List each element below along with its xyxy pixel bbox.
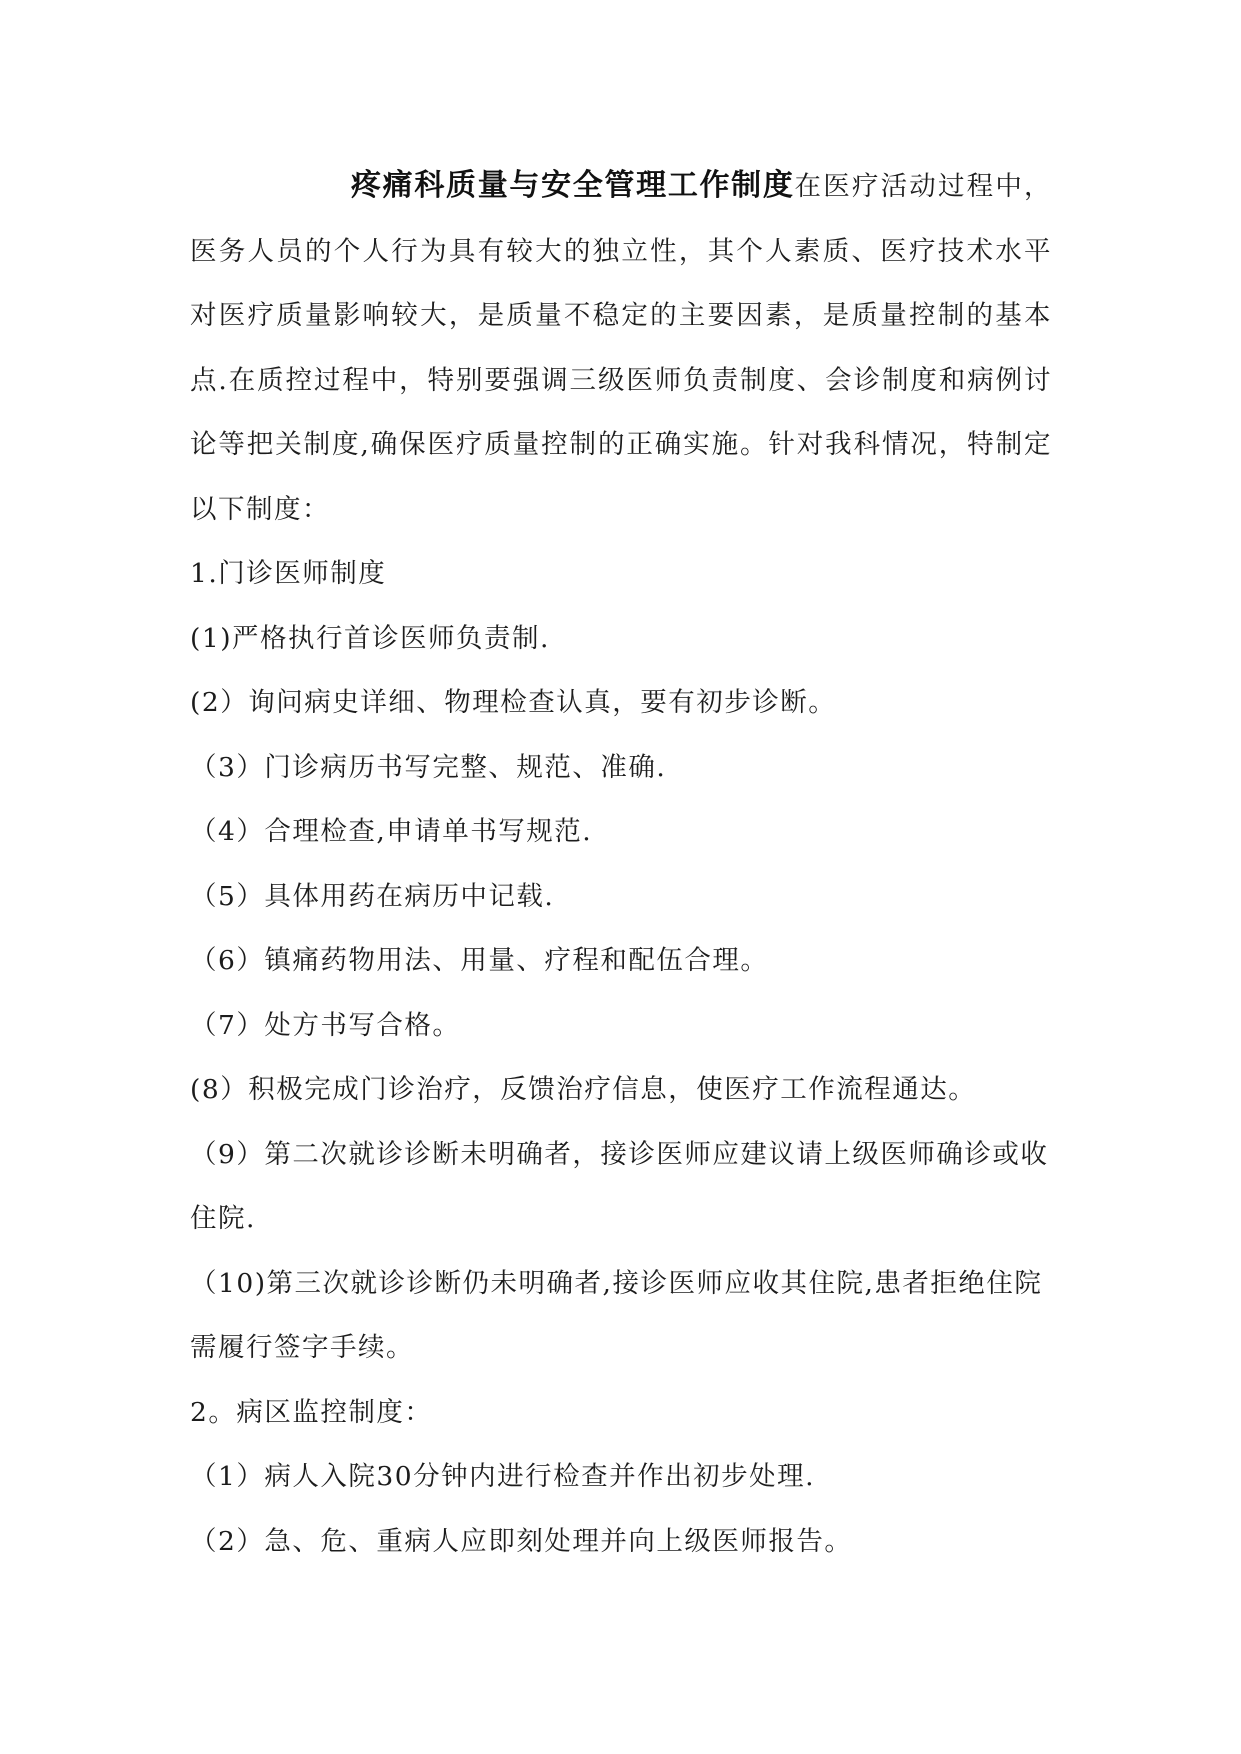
intro-text: 在医疗活动过程中，医务人员的个人行为具有较大的独立性，其个人素质、医疗技术水平对医疗质量影响较大，是质量不稳定的主要因素，是质量控制的基本点.在质控过程中，特别要强调三级医师负责制度、会诊制度和病例讨论等把关制度,确保医疗质量控制的正确实施。针对我科情况，特制定以下制度： bbox=[190, 171, 1053, 525]
section-1-item-6: （6）镇痛药物用法、用量、疗程和配伍合理。 bbox=[190, 945, 769, 976]
section-1-item-7: （7）处方书写合格。 bbox=[190, 1009, 461, 1041]
section-2-heading: 2。病区监控制度： bbox=[190, 1396, 433, 1428]
section-2-item-1: （1）病人入院30分钟内进行检查并作出初步处理. bbox=[190, 1461, 816, 1492]
section-1-item-5: （5）具体用药在病历中记载. bbox=[190, 880, 555, 912]
section-1-item-10: （10)第三次就诊诊断仍未明确者,接诊医师应收其住院,患者拒绝住院需履行签字手续。 bbox=[190, 1267, 1043, 1363]
section-1-item-4: （4）合理检查,申请单书写规范. bbox=[190, 816, 593, 847]
section-1-item-3: （3）门诊病历书写完整、规范、准确. bbox=[190, 751, 667, 783]
section-1-item-9: （9）第二次就诊诊断未明确者，接诊医师应建议请上级医师确诊或收住院. bbox=[190, 1138, 1049, 1234]
section-1-item-2: (2）询问病史详细、物理检查认真，要有初步诊断。 bbox=[190, 687, 837, 718]
document-title: 疼痛科质量与安全管理工作制度 bbox=[351, 168, 795, 203]
intro-paragraph bbox=[190, 154, 1052, 542]
section-2-item-2: （2）急、危、重病人应即刻处理并向上级医师报告。 bbox=[190, 1525, 853, 1557]
document-body bbox=[190, 154, 1052, 1574]
section-1-item-8: (8）积极完成门诊治疗，反馈治疗信息，使医疗工作流程通达。 bbox=[190, 1074, 977, 1105]
section-1-item-1: (1)严格执行首诊医师负责制. bbox=[190, 622, 550, 654]
section-1-heading: 1.门诊医师制度 bbox=[190, 558, 387, 589]
